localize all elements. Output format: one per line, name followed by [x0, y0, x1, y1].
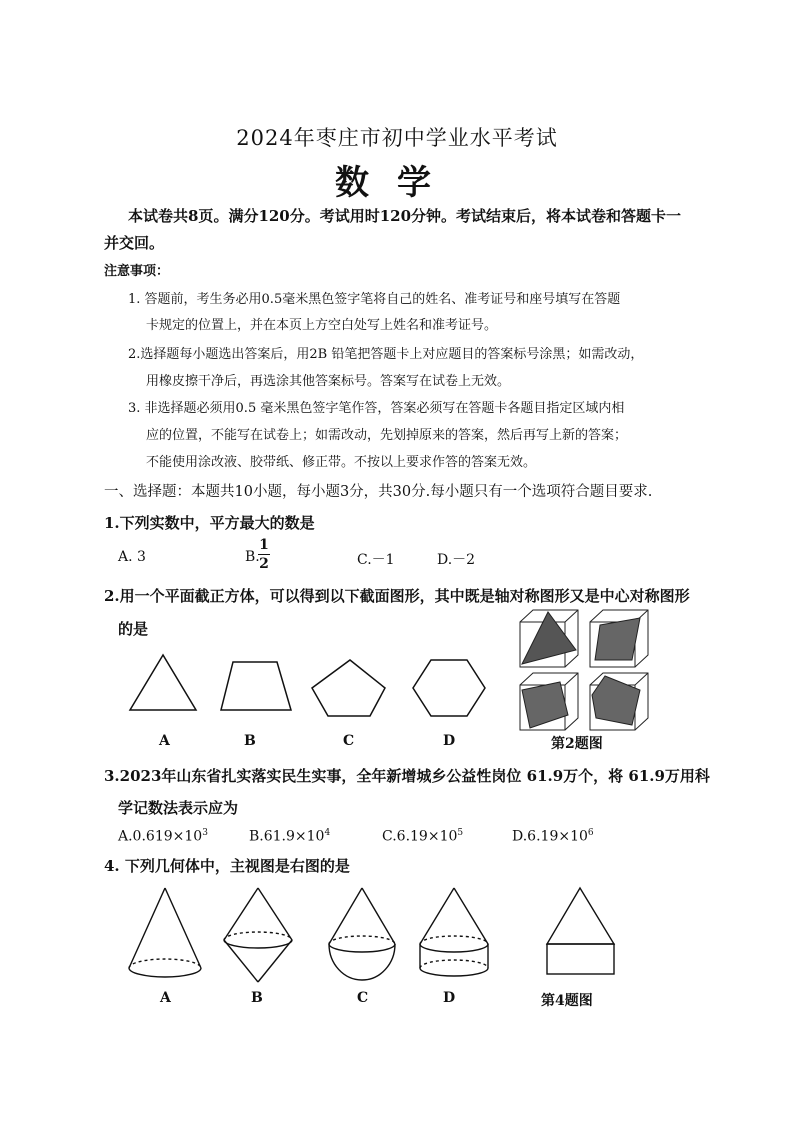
q2-label-c: C [343, 733, 355, 749]
note-3-line-1: 3. 非选择题必须用0.5 毫米黑色签字笔作答，答案必须写在答题卡各题目指定区域内相 [128, 401, 625, 416]
q1-b-numerator: 1 [259, 537, 269, 553]
intro-line-2: 并交回。 [104, 234, 165, 252]
subject-title: 数学 [335, 163, 459, 203]
q3-d-base: D.6.19×10 [512, 828, 588, 845]
q2-stem-line-2: 的是 [118, 620, 149, 638]
q1-option-b-prefix: B. [245, 549, 260, 565]
q3-a-exponent: 3 [202, 828, 208, 838]
solid-c-cone-hemisphere [329, 888, 395, 980]
q2-stem-line-1: 2.用一个平面截正方体，可以得到以下截面图形，其中既是轴对称图形又是中心对称图形 [104, 587, 690, 605]
solid-d-cone-cylinder [420, 888, 488, 976]
note-2-line-1: 2.选择题每小题选出答案后，用2B 铅笔把答题卡上对应题目的答案标号涂黑；如需改动， [128, 347, 644, 362]
q2-label-d: D [443, 733, 456, 749]
q4-label-d: D [443, 990, 456, 1006]
q2-label-b: B [244, 733, 256, 749]
front-view-figure [547, 888, 614, 974]
q3-a-base: A.0.619×10 [118, 828, 203, 845]
section-1-heading: 一、选择题：本题共10小题，每小题3分，共30分.每小题只有一个选项符合题目要求. [104, 484, 653, 500]
note-1-line-2: 卡规定的位置上，并在本页上方空白处写上姓名和准考证号。 [146, 318, 498, 333]
q1-option-a: A. 3 [118, 549, 146, 565]
q3-c-base: C.6.19×10 [382, 828, 458, 845]
q3-c-exponent: 5 [457, 828, 464, 838]
q2-figure-caption: 第2题图 [551, 736, 603, 752]
q3-b-exponent: 4 [324, 828, 331, 838]
q4-label-c: C [357, 990, 369, 1006]
q3-stem-line-2: 学记数法表示应为 [118, 799, 239, 817]
q1-option-c: C.－1 [357, 552, 395, 568]
q4-stem: 4. 下列几何体中，主视图是右图的是 [104, 857, 350, 875]
intro-line-1: 本试卷共8页。满分120分。考试用时120分钟。考试结束后，将本试卷和答题卡一 [128, 207, 682, 225]
q3-d-exponent: 6 [587, 828, 594, 838]
notes-heading: 注意事项： [104, 264, 170, 279]
q3-stem-line-1: 3.2023年山东省扎实落实民生实事，全年新增城乡公益性岗位 61.9万个，将 61.9万用科 [104, 767, 710, 785]
exam-title: 2024年枣庄市初中学业水平考试 [236, 126, 558, 150]
q3-b-base: B.61.9×10 [249, 828, 325, 845]
note-1-line-1: 1. 答题前，考生务必用0.5毫米黑色签字笔将自己的姓名、准考证号和座号填写在答题 [128, 292, 621, 307]
q4-label-a: A [160, 990, 171, 1006]
q2-label-a: A [159, 733, 170, 749]
q4-figure-caption: 第4题图 [541, 993, 593, 1009]
q1-b-denominator: 2 [259, 556, 269, 572]
q1-option-d: D.－2 [437, 552, 476, 568]
solid-b-double-cone [224, 888, 292, 982]
solid-a-cone [129, 888, 201, 977]
note-2-line-2: 用橡皮擦干净后，再选涂其他答案标号。答案写在试卷上无效。 [146, 374, 511, 389]
q4-label-b: B [251, 990, 263, 1006]
q1-stem: 1.下列实数中，平方最大的数是 [104, 514, 315, 532]
note-3-line-3: 不能使用涂改液、胶带纸、修正带。不按以上要求作答的答案无效。 [146, 455, 537, 470]
note-3-line-2: 应的位置，不能写在试卷上；如需改动，先划掉原来的答案，然后再写上新的答案； [146, 428, 628, 443]
